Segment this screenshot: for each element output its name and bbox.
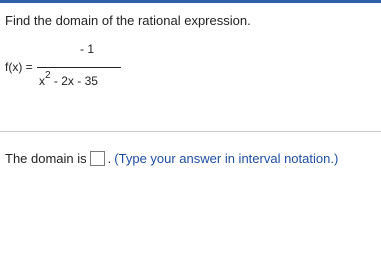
answer-period: . [107, 150, 112, 166]
answer-row [5, 149, 338, 167]
answer-input-box[interactable] [90, 151, 105, 166]
question-prompt: Find the domain of the rational expression. [5, 13, 251, 28]
section-divider [0, 131, 381, 132]
fraction-bar [37, 67, 121, 68]
answer-hint: (Type your answer in interval notation.) [114, 150, 339, 166]
answer-label: The domain is [5, 150, 87, 166]
numerator: - 1 [79, 42, 94, 56]
function-label: f(x) = [5, 60, 33, 74]
top-accent-bar [0, 0, 381, 3]
rational-expression [37, 42, 121, 90]
denominator-exponent: 2 [45, 70, 51, 81]
denominator [39, 72, 98, 88]
denominator-variable: x [39, 74, 45, 88]
denominator-rest: - 2x - 35 [50, 74, 98, 88]
